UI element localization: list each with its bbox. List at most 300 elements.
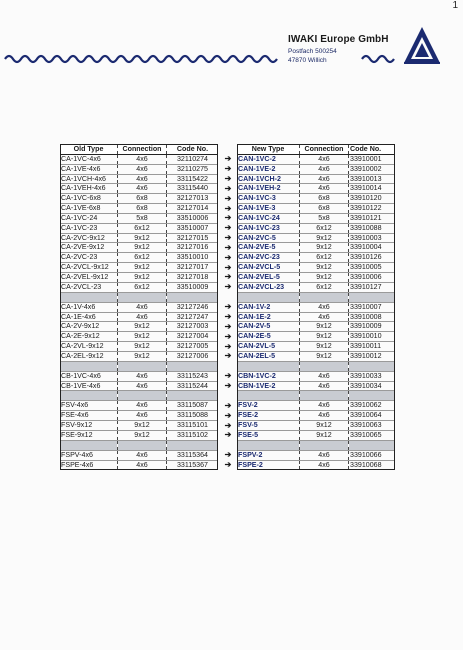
- connection-cell: 4x6: [118, 450, 167, 460]
- code-no-cell: 32127005: [167, 342, 219, 352]
- new-type-cell: FSE-2: [237, 411, 300, 421]
- connection-cell: 9x12: [118, 351, 167, 361]
- code-no-cell: 33910121: [349, 213, 396, 223]
- right-arrow-icon: ➔: [224, 400, 232, 410]
- code-no-cell: 33910010: [349, 332, 396, 342]
- header-code-no: Code No.: [167, 145, 219, 155]
- old-type-cell: CA-1VE-6x8: [60, 204, 118, 214]
- old-type-cell: CA-2VCL-23: [60, 282, 118, 292]
- new-type-cell: CAN-2VCL-23: [237, 282, 300, 292]
- code-no-cell: 32127017: [167, 263, 219, 273]
- connection-cell: 4x6: [118, 371, 167, 381]
- right-arrow-icon: ➔: [224, 223, 232, 233]
- code-no-cell: 32127016: [167, 243, 219, 253]
- new-type-cell: CAN-2VC-5: [237, 233, 300, 243]
- connection-cell: 6x8: [118, 204, 167, 214]
- old-type-cell: CA-1VE-4x6: [60, 164, 118, 174]
- new-type-cell: CAN-1E-2: [237, 312, 300, 322]
- connection-cell: 9x12: [300, 342, 349, 352]
- group-separator: [237, 361, 395, 371]
- code-no-cell: 32127006: [167, 351, 219, 361]
- new-type-cell: FSPE-2: [237, 460, 300, 470]
- table-row: [237, 430, 395, 440]
- code-no-cell: 32127015: [167, 233, 219, 243]
- table-row: [237, 332, 395, 342]
- code-no-cell: 32127013: [167, 194, 219, 204]
- right-arrow-icon: ➔: [224, 351, 232, 361]
- connection-cell: 4x6: [300, 164, 349, 174]
- table-row: [60, 351, 218, 361]
- table-row: [60, 342, 218, 352]
- code-no-cell: 32110275: [167, 164, 219, 174]
- separator-cell: [118, 361, 167, 371]
- address-line-1: Postfach 500254: [288, 48, 337, 55]
- table-row: [60, 174, 218, 184]
- table-row: [60, 381, 218, 391]
- new-type-cell: FSV-5: [237, 421, 300, 431]
- code-no-cell: 33910034: [349, 381, 396, 391]
- table-row: [60, 164, 218, 174]
- code-no-cell: 33510009: [167, 282, 219, 292]
- connection-cell: 9x12: [300, 421, 349, 431]
- right-arrow-icon: ➔: [224, 213, 232, 223]
- connection-cell: 4x6: [118, 184, 167, 194]
- old-table-header: [60, 145, 218, 155]
- old-type-cell: CA-1VC-4x6: [60, 154, 118, 164]
- separator-cell: [167, 292, 219, 302]
- code-no-cell: 33910007: [349, 302, 396, 312]
- connection-cell: 4x6: [118, 411, 167, 421]
- table-row: [237, 421, 395, 431]
- separator-cell: [237, 361, 300, 371]
- group-separator: [60, 391, 218, 401]
- right-arrow-icon: ➔: [224, 331, 232, 341]
- code-no-cell: 33910065: [349, 430, 396, 440]
- table-row: [60, 450, 218, 460]
- code-no-cell: 33910062: [349, 401, 396, 411]
- right-arrow-icon: ➔: [224, 203, 232, 213]
- code-no-cell: 32127014: [167, 204, 219, 214]
- table-row: [60, 253, 218, 263]
- right-arrow-icon: ➔: [224, 252, 232, 262]
- new-table-header: [237, 145, 395, 155]
- table-row: [237, 213, 395, 223]
- table-row: [237, 401, 395, 411]
- connection-cell: 9x12: [300, 243, 349, 253]
- table-row: [60, 213, 218, 223]
- separator-cell: [237, 440, 300, 450]
- old-type-cell: CA-1VC-23: [60, 223, 118, 233]
- header-new-type: New Type: [237, 145, 300, 155]
- table-row: [60, 411, 218, 421]
- connection-cell: 9x12: [300, 322, 349, 332]
- old-type-cell: FSV-4x6: [60, 401, 118, 411]
- connection-cell: 6x8: [300, 204, 349, 214]
- table-row: [60, 223, 218, 233]
- new-type-cell: CAN-1VC-23: [237, 223, 300, 233]
- code-no-cell: 33910003: [349, 233, 396, 243]
- connection-cell: 9x12: [300, 430, 349, 440]
- code-no-cell: 33910120: [349, 194, 396, 204]
- code-no-cell: 33910006: [349, 272, 396, 282]
- new-type-cell: CAN-1VC-24: [237, 213, 300, 223]
- right-arrow-icon: ➔: [224, 233, 232, 243]
- old-type-cell: CA-1VC-6x8: [60, 194, 118, 204]
- code-no-cell: 33910001: [349, 154, 396, 164]
- old-type-cell: CB-1VE-4x6: [60, 381, 118, 391]
- code-no-cell: 33910063: [349, 421, 396, 431]
- table-row: [60, 194, 218, 204]
- arrow-spacer: [221, 440, 235, 450]
- separator-cell: [300, 391, 349, 401]
- header-old-type: Old Type: [60, 145, 118, 155]
- connection-cell: 4x6: [300, 460, 349, 470]
- table-row: [237, 223, 395, 233]
- code-no-cell: 33910013: [349, 174, 396, 184]
- code-no-cell: 32127246: [167, 302, 219, 312]
- code-no-cell: 33115102: [167, 430, 219, 440]
- separator-cell: [349, 292, 396, 302]
- code-no-cell: 33910126: [349, 253, 396, 263]
- table-row: [60, 312, 218, 322]
- table-row: [60, 204, 218, 214]
- new-type-cell: FSPV-2: [237, 450, 300, 460]
- separator-cell: [237, 292, 300, 302]
- new-type-cell: CAN-2EL-5: [237, 351, 300, 361]
- table-row: [237, 371, 395, 381]
- connection-cell: 9x12: [300, 351, 349, 361]
- table-row: [60, 243, 218, 253]
- table-row: [237, 184, 395, 194]
- wave-decoration: [0, 50, 463, 66]
- right-arrow-icon: ➔: [224, 460, 232, 470]
- new-type-table: [237, 144, 395, 470]
- separator-cell: [349, 361, 396, 371]
- right-arrow-icon: ➔: [224, 420, 232, 430]
- code-no-cell: 33510007: [167, 223, 219, 233]
- code-no-cell: 33510006: [167, 213, 219, 223]
- new-type-cell: CAN-2VC-23: [237, 253, 300, 263]
- connection-cell: 4x6: [300, 184, 349, 194]
- company-name: IWAKI Europe GmbH: [288, 34, 389, 45]
- new-type-cell: CAN-2E-5: [237, 332, 300, 342]
- table-row: [60, 430, 218, 440]
- table-row: [237, 302, 395, 312]
- connection-cell: 6x12: [300, 253, 349, 263]
- table-row: [237, 450, 395, 460]
- group-separator: [60, 361, 218, 371]
- old-type-cell: CA-1VEH-4x6: [60, 184, 118, 194]
- connection-cell: 9x12: [300, 272, 349, 282]
- connection-cell: 4x6: [300, 381, 349, 391]
- connection-cell: 9x12: [118, 243, 167, 253]
- separator-cell: [60, 361, 118, 371]
- table-row: [237, 204, 395, 214]
- code-no-cell: 33910127: [349, 282, 396, 292]
- old-type-cell: CA-2EL-9x12: [60, 351, 118, 361]
- arrow-spacer: [221, 391, 235, 401]
- separator-cell: [118, 292, 167, 302]
- right-arrow-icon: ➔: [224, 154, 232, 164]
- old-type-table: [60, 144, 218, 470]
- connection-cell: 9x12: [300, 263, 349, 273]
- connection-cell: 4x6: [300, 174, 349, 184]
- connection-cell: 9x12: [118, 322, 167, 332]
- separator-cell: [167, 361, 219, 371]
- right-arrow-icon: ➔: [224, 321, 232, 331]
- code-no-cell: 33910011: [349, 342, 396, 352]
- right-arrow-icon: ➔: [224, 302, 232, 312]
- separator-cell: [237, 391, 300, 401]
- code-no-cell: 33910122: [349, 204, 396, 214]
- separator-cell: [349, 440, 396, 450]
- connection-cell: 6x8: [118, 194, 167, 204]
- code-no-cell: 32127004: [167, 332, 219, 342]
- arrow-spacer: [221, 145, 235, 155]
- table-row: [237, 312, 395, 322]
- table-row: [237, 194, 395, 204]
- code-no-cell: 33115422: [167, 174, 219, 184]
- new-type-cell: CAN-1VE-2: [237, 164, 300, 174]
- code-no-cell: 33115367: [167, 460, 219, 470]
- header-code-no: Code No.: [349, 145, 396, 155]
- separator-cell: [167, 391, 219, 401]
- code-no-cell: 33115244: [167, 381, 219, 391]
- right-arrow-icon: ➔: [224, 183, 232, 193]
- right-arrow-icon: ➔: [224, 164, 232, 174]
- table-row: [237, 322, 395, 332]
- table-row: [60, 460, 218, 470]
- connection-cell: 4x6: [300, 450, 349, 460]
- code-no-cell: 33115087: [167, 401, 219, 411]
- connection-cell: 4x6: [300, 411, 349, 421]
- right-arrow-icon: ➔: [224, 193, 232, 203]
- old-type-cell: CA-1V-4x6: [60, 302, 118, 312]
- connection-cell: 4x6: [118, 302, 167, 312]
- right-arrow-icon: ➔: [224, 272, 232, 282]
- separator-cell: [60, 391, 118, 401]
- table-row: [60, 302, 218, 312]
- connection-cell: 5x8: [300, 213, 349, 223]
- connection-cell: 6x12: [118, 282, 167, 292]
- old-type-cell: CA-2VCL-9x12: [60, 263, 118, 273]
- old-type-cell: FSPE-4x6: [60, 460, 118, 470]
- right-arrow-icon: ➔: [224, 282, 232, 292]
- new-type-cell: CAN-1VC-2: [237, 154, 300, 164]
- table-row: [60, 421, 218, 431]
- header-connection: Connection: [300, 145, 349, 155]
- new-type-cell: CAN-2VCL-5: [237, 263, 300, 273]
- table-row: [237, 272, 395, 282]
- code-no-cell: 32127018: [167, 272, 219, 282]
- old-type-cell: CA-1E-4x6: [60, 312, 118, 322]
- old-type-cell: CA-2E-9x12: [60, 332, 118, 342]
- table-row: [237, 164, 395, 174]
- address-line-2: 47870 Willich: [288, 57, 327, 64]
- separator-cell: [60, 440, 118, 450]
- new-type-cell: CAN-2VEL-5: [237, 272, 300, 282]
- table-row: [237, 263, 395, 273]
- code-no-cell: 33115101: [167, 421, 219, 431]
- connection-cell: 6x12: [118, 253, 167, 263]
- old-type-cell: CA-2VC-23: [60, 253, 118, 263]
- arrow-spacer: [221, 361, 235, 371]
- code-no-cell: 33910033: [349, 371, 396, 381]
- new-type-cell: CBN-1VE-2: [237, 381, 300, 391]
- table-row: [237, 174, 395, 184]
- connection-cell: 6x12: [300, 282, 349, 292]
- code-no-cell: 33910008: [349, 312, 396, 322]
- code-no-cell: 33910088: [349, 223, 396, 233]
- right-arrow-icon: ➔: [224, 312, 232, 321]
- table-row: [237, 351, 395, 361]
- code-no-cell: 32127003: [167, 322, 219, 332]
- connection-cell: 9x12: [300, 233, 349, 243]
- table-row: [60, 263, 218, 273]
- right-arrow-icon: ➔: [224, 341, 232, 351]
- connection-cell: 4x6: [300, 302, 349, 312]
- code-no-cell: 33910066: [349, 450, 396, 460]
- new-type-cell: FSV-2: [237, 401, 300, 411]
- connection-cell: 4x6: [300, 401, 349, 411]
- old-type-cell: CA-2VE-9x12: [60, 243, 118, 253]
- code-no-cell: 33910009: [349, 322, 396, 332]
- separator-cell: [167, 440, 219, 450]
- table-row: [60, 233, 218, 243]
- table-row: [60, 401, 218, 411]
- old-type-cell: FSE-4x6: [60, 411, 118, 421]
- group-separator: [237, 292, 395, 302]
- right-arrow-icon: ➔: [224, 174, 232, 184]
- old-type-cell: CA-2V-9x12: [60, 322, 118, 332]
- separator-cell: [118, 440, 167, 450]
- table-row: [237, 342, 395, 352]
- connection-cell: 9x12: [300, 332, 349, 342]
- arrow-spacer: [221, 292, 235, 302]
- new-type-cell: CAN-1V-2: [237, 302, 300, 312]
- right-arrow-icon: ➔: [224, 262, 232, 272]
- code-no-cell: 33910014: [349, 184, 396, 194]
- group-separator: [237, 440, 395, 450]
- connection-cell: 9x12: [118, 421, 167, 431]
- code-no-cell: 33115243: [167, 371, 219, 381]
- group-separator: [237, 391, 395, 401]
- new-type-cell: CAN-2V-5: [237, 322, 300, 332]
- connection-cell: 4x6: [300, 312, 349, 322]
- table-row: [60, 282, 218, 292]
- code-no-cell: 33115440: [167, 184, 219, 194]
- connection-cell: 6x8: [300, 194, 349, 204]
- group-separator: [60, 292, 218, 302]
- code-no-cell: 33910012: [349, 351, 396, 361]
- connection-cell: 4x6: [118, 460, 167, 470]
- table-row: [237, 233, 395, 243]
- connection-cell: 4x6: [118, 164, 167, 174]
- old-type-cell: CA-2VEL-9x12: [60, 272, 118, 282]
- right-arrow-icon: ➔: [224, 450, 232, 460]
- right-arrow-icon: ➔: [224, 371, 232, 381]
- iwaki-triangle-logo: [402, 25, 442, 65]
- table-row: [237, 154, 395, 164]
- code-no-cell: 33910002: [349, 164, 396, 174]
- new-type-cell: CAN-2VE-5: [237, 243, 300, 253]
- code-no-cell: 33115088: [167, 411, 219, 421]
- old-type-cell: FSPV-4x6: [60, 450, 118, 460]
- code-no-cell: 33910004: [349, 243, 396, 253]
- connection-cell: 9x12: [118, 233, 167, 243]
- connection-cell: 4x6: [118, 174, 167, 184]
- right-arrow-icon: ➔: [224, 242, 232, 252]
- new-type-cell: CAN-1VE-3: [237, 204, 300, 214]
- table-row: [60, 332, 218, 342]
- code-no-cell: 32127247: [167, 312, 219, 322]
- table-row: [237, 411, 395, 421]
- connection-cell: 4x6: [300, 154, 349, 164]
- right-arrow-icon: ➔: [224, 410, 232, 420]
- code-no-cell: 33910068: [349, 460, 396, 470]
- old-type-cell: FSE-9x12: [60, 430, 118, 440]
- connection-cell: 9x12: [118, 263, 167, 273]
- connection-cell: 9x12: [118, 332, 167, 342]
- code-no-cell: 33910064: [349, 411, 396, 421]
- connection-cell: 4x6: [300, 371, 349, 381]
- group-separator: [60, 440, 218, 450]
- new-type-cell: CAN-2VL-5: [237, 342, 300, 352]
- separator-cell: [118, 391, 167, 401]
- old-type-cell: CA-1VC-24: [60, 213, 118, 223]
- separator-cell: [349, 391, 396, 401]
- connection-cell: 4x6: [118, 154, 167, 164]
- old-type-cell: CA-2VL-9x12: [60, 342, 118, 352]
- connection-cell: 4x6: [118, 312, 167, 322]
- connection-cell: 4x6: [118, 381, 167, 391]
- new-type-cell: CAN-1VCH-2: [237, 174, 300, 184]
- separator-cell: [300, 440, 349, 450]
- code-no-cell: 33910005: [349, 263, 396, 273]
- table-row: [60, 154, 218, 164]
- table-row: [60, 322, 218, 332]
- separator-cell: [300, 361, 349, 371]
- table-row: [237, 282, 395, 292]
- corner-mark: 1: [452, 0, 458, 11]
- old-type-cell: CA-2VC-9x12: [60, 233, 118, 243]
- connection-cell: 6x12: [300, 223, 349, 233]
- connection-cell: 4x6: [118, 401, 167, 411]
- connection-cell: 9x12: [118, 430, 167, 440]
- code-no-cell: 33115364: [167, 450, 219, 460]
- connection-cell: 9x12: [118, 272, 167, 282]
- separator-cell: [60, 292, 118, 302]
- separator-cell: [300, 292, 349, 302]
- connection-cell: 5x8: [118, 213, 167, 223]
- new-type-cell: FSE-5: [237, 430, 300, 440]
- new-type-cell: CAN-1VEH-2: [237, 184, 300, 194]
- connection-cell: 6x12: [118, 223, 167, 233]
- right-arrow-icon: ➔: [224, 430, 232, 440]
- table-row: [237, 253, 395, 263]
- old-type-cell: CB-1VC-4x6: [60, 371, 118, 381]
- table-row: [237, 243, 395, 253]
- code-no-cell: 32110274: [167, 154, 219, 164]
- table-row: [60, 371, 218, 381]
- connection-cell: 9x12: [118, 342, 167, 352]
- header-connection: Connection: [118, 145, 167, 155]
- table-row: [60, 272, 218, 282]
- table-row: [237, 460, 395, 470]
- table-row: [237, 381, 395, 391]
- code-no-cell: 33510010: [167, 253, 219, 263]
- old-type-cell: FSV-9x12: [60, 421, 118, 431]
